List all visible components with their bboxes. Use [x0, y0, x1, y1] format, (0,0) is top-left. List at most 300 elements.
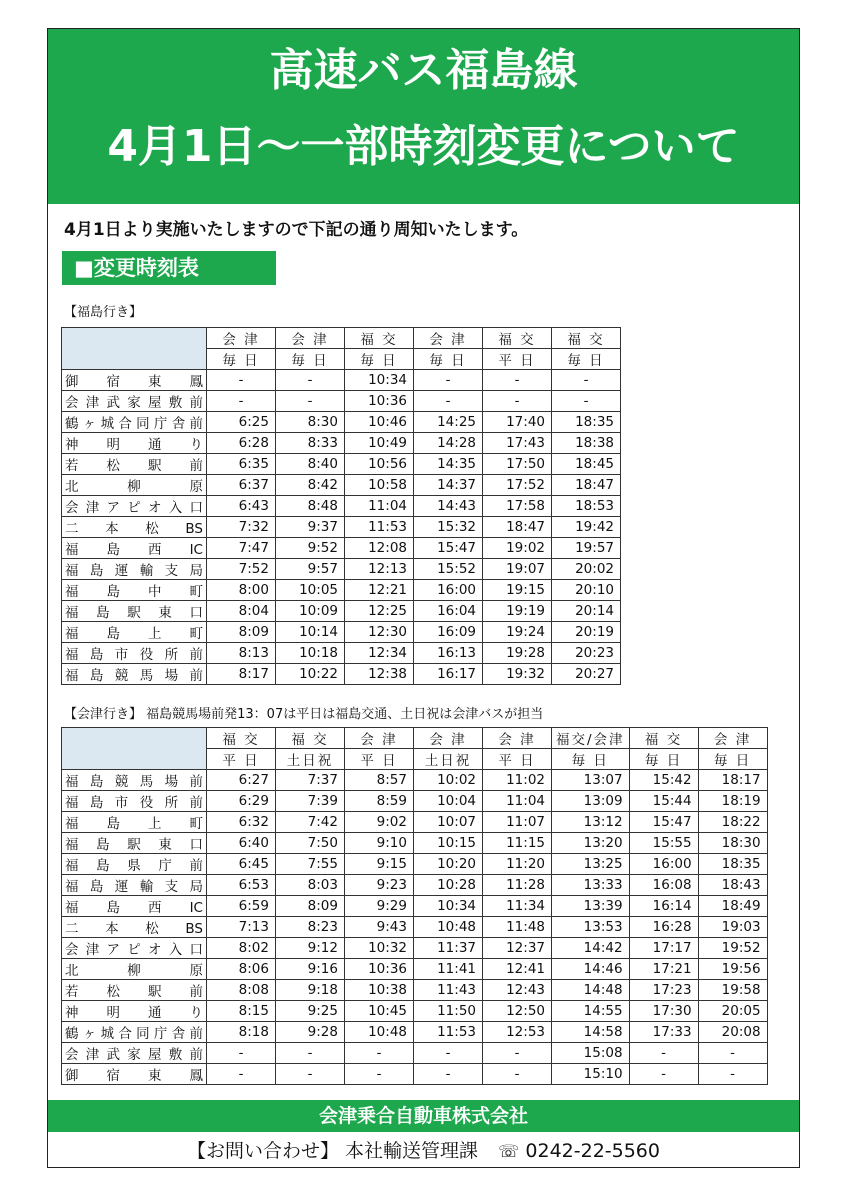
time-cell: 12:38 [345, 664, 414, 685]
stop-name: 福島西IC [62, 538, 207, 559]
time-cell: 12:30 [345, 622, 414, 643]
time-cell: - [552, 391, 621, 412]
stop-name: 御宿東鳳 [62, 370, 207, 391]
time-cell: 19:02 [483, 538, 552, 559]
time-cell: - [483, 391, 552, 412]
time-cell: 10:49 [345, 433, 414, 454]
table-row [62, 412, 621, 433]
time-cell: 13:39 [552, 896, 630, 917]
time-cell: 10:28 [414, 875, 483, 896]
time-cell: 19:42 [552, 517, 621, 538]
time-cell: 8:09 [207, 622, 276, 643]
table-row [62, 980, 768, 1001]
time-cell: 6:28 [207, 433, 276, 454]
time-cell: 20:10 [552, 580, 621, 601]
time-cell: 20:02 [552, 559, 621, 580]
table-row [62, 433, 621, 454]
time-cell: - [414, 391, 483, 412]
time-cell: 9:02 [345, 812, 414, 833]
time-cell: 6:32 [207, 812, 276, 833]
time-cell: 9:16 [276, 959, 345, 980]
time-cell: 8:42 [276, 475, 345, 496]
day-type-header: 平 日 [345, 749, 414, 770]
time-cell: 14:35 [414, 454, 483, 475]
stop-name: 二本松BS [62, 917, 207, 938]
operator-header: 会 津 [345, 728, 414, 749]
time-cell: 18:45 [552, 454, 621, 475]
time-cell: 15:55 [629, 833, 698, 854]
time-cell: 16:00 [414, 580, 483, 601]
time-cell: 20:08 [698, 1022, 767, 1043]
stop-name: 会津アピオ入口 [62, 496, 207, 517]
time-cell: - [483, 1064, 552, 1085]
table-row [62, 580, 621, 601]
time-cell: - [207, 370, 276, 391]
time-cell: 14:58 [552, 1022, 630, 1043]
table-row [62, 1043, 768, 1064]
table-row [62, 517, 621, 538]
time-cell: 6:59 [207, 896, 276, 917]
day-type-header: 毎 日 [698, 749, 767, 770]
stop-name: 二本松BS [62, 517, 207, 538]
time-cell: 11:07 [483, 812, 552, 833]
time-cell: 18:38 [552, 433, 621, 454]
time-cell: 19:57 [552, 538, 621, 559]
time-cell: 18:43 [698, 875, 767, 896]
time-cell: 6:27 [207, 770, 276, 791]
time-cell: 14:28 [414, 433, 483, 454]
time-cell: 17:40 [483, 412, 552, 433]
time-cell: 8:48 [276, 496, 345, 517]
time-cell: 9:37 [276, 517, 345, 538]
time-cell: 8:09 [276, 896, 345, 917]
time-cell: 18:35 [698, 854, 767, 875]
operator-header: 福 交 [207, 728, 276, 749]
time-cell: 9:12 [276, 938, 345, 959]
time-cell: - [276, 370, 345, 391]
stop-name: 北柳原 [62, 475, 207, 496]
time-cell: - [207, 391, 276, 412]
time-cell: 10:56 [345, 454, 414, 475]
time-cell: 10:04 [414, 791, 483, 812]
time-cell: 14:25 [414, 412, 483, 433]
operator-header: 会 津 [276, 328, 345, 349]
time-cell: 7:42 [276, 812, 345, 833]
table-row [62, 496, 621, 517]
time-cell: 19:52 [698, 938, 767, 959]
time-cell: 11:02 [483, 770, 552, 791]
time-cell: 6:40 [207, 833, 276, 854]
operator-header: 福交/会津 [552, 728, 630, 749]
header-row-operators [62, 728, 768, 749]
time-cell: 17:43 [483, 433, 552, 454]
time-cell: 11:50 [414, 1001, 483, 1022]
time-cell: 9:28 [276, 1022, 345, 1043]
stop-name: 神明通り [62, 1001, 207, 1022]
time-cell: - [207, 1043, 276, 1064]
stop-name: 鶴ヶ城合同庁舎前 [62, 412, 207, 433]
time-cell: 8:02 [207, 938, 276, 959]
stop-name: 会津武家屋敷前 [62, 1043, 207, 1064]
time-cell: 10:15 [414, 833, 483, 854]
time-cell: 6:25 [207, 412, 276, 433]
time-cell: 13:09 [552, 791, 630, 812]
time-cell: 11:20 [483, 854, 552, 875]
table-row [62, 917, 768, 938]
time-cell: 14:37 [414, 475, 483, 496]
time-cell: 17:21 [629, 959, 698, 980]
time-cell: 12:21 [345, 580, 414, 601]
time-cell: 10:34 [414, 896, 483, 917]
time-cell: 10:20 [414, 854, 483, 875]
time-cell: 9:29 [345, 896, 414, 917]
time-cell: 8:13 [207, 643, 276, 664]
time-cell: 7:50 [276, 833, 345, 854]
time-cell: 13:25 [552, 854, 630, 875]
time-cell: 7:39 [276, 791, 345, 812]
time-cell: - [629, 1064, 698, 1085]
time-cell: 17:23 [629, 980, 698, 1001]
day-type-header: 平 日 [207, 749, 276, 770]
table-row [62, 475, 621, 496]
time-cell: 8:30 [276, 412, 345, 433]
corner-cell [62, 328, 207, 370]
stop-name: 福島市役所前 [62, 643, 207, 664]
time-cell: 12:50 [483, 1001, 552, 1022]
time-cell: 16:28 [629, 917, 698, 938]
time-cell: 19:58 [698, 980, 767, 1001]
time-cell: 19:24 [483, 622, 552, 643]
time-cell: 13:12 [552, 812, 630, 833]
time-cell: 18:22 [698, 812, 767, 833]
title-line-1: 高速バス福島線 [269, 45, 578, 96]
time-cell: 8:57 [345, 770, 414, 791]
time-cell: 11:53 [345, 517, 414, 538]
time-cell: 12:41 [483, 959, 552, 980]
company-name: 会津乗合自動車株式会社 [48, 1100, 799, 1132]
time-cell: - [698, 1064, 767, 1085]
time-cell: 10:05 [276, 580, 345, 601]
aizu-bound-timetable [61, 727, 768, 1085]
stop-name: 福島西IC [62, 896, 207, 917]
time-cell: 9:43 [345, 917, 414, 938]
time-cell: 9:57 [276, 559, 345, 580]
time-cell: 8:18 [207, 1022, 276, 1043]
time-cell: 15:10 [552, 1064, 630, 1085]
time-cell: - [414, 370, 483, 391]
time-cell: 19:03 [698, 917, 767, 938]
time-cell: 10:48 [414, 917, 483, 938]
time-cell: 6:53 [207, 875, 276, 896]
table1-caption: 【福島行き】 [64, 305, 143, 320]
stop-name: 若松駅前 [62, 980, 207, 1001]
time-cell: 10:14 [276, 622, 345, 643]
time-cell: 11:28 [483, 875, 552, 896]
time-cell: 13:33 [552, 875, 630, 896]
time-cell: 13:20 [552, 833, 630, 854]
stop-name: 北柳原 [62, 959, 207, 980]
operator-header: 福 交 [629, 728, 698, 749]
day-type-header: 毎 日 [414, 349, 483, 370]
time-cell: 11:37 [414, 938, 483, 959]
table-row [62, 812, 768, 833]
time-cell: - [414, 1043, 483, 1064]
time-cell: 14:46 [552, 959, 630, 980]
time-cell: 11:48 [483, 917, 552, 938]
time-cell: 10:07 [414, 812, 483, 833]
time-cell: 10:36 [345, 391, 414, 412]
time-cell: 8:06 [207, 959, 276, 980]
time-cell: 12:34 [345, 643, 414, 664]
table-row [62, 791, 768, 812]
time-cell: - [276, 391, 345, 412]
table-row [62, 896, 768, 917]
table-row [62, 664, 621, 685]
time-cell: 20:14 [552, 601, 621, 622]
time-cell: 18:19 [698, 791, 767, 812]
day-type-header: 土日祝 [276, 749, 345, 770]
time-cell: 11:15 [483, 833, 552, 854]
time-cell: 9:52 [276, 538, 345, 559]
time-cell: 8:40 [276, 454, 345, 475]
time-cell: - [552, 370, 621, 391]
day-type-header: 毎 日 [207, 349, 276, 370]
table-row [62, 1001, 768, 1022]
day-type-header: 毎 日 [552, 749, 630, 770]
contact-line [48, 1135, 799, 1168]
time-cell: 16:08 [629, 875, 698, 896]
time-cell: 10:18 [276, 643, 345, 664]
time-cell: 16:00 [629, 854, 698, 875]
time-cell: 15:47 [414, 538, 483, 559]
phone-icon: ☏ [498, 1142, 520, 1162]
time-cell: 6:43 [207, 496, 276, 517]
operator-header: 福 交 [345, 328, 414, 349]
time-cell: 12:53 [483, 1022, 552, 1043]
intro-text: 4月1日より実施いたしますので下記の通り周知いたします。 [64, 220, 529, 240]
stop-name: 鶴ヶ城合同庁舎前 [62, 1022, 207, 1043]
time-cell: 15:08 [552, 1043, 630, 1064]
stop-name: 福島運輸支局 [62, 559, 207, 580]
table-row [62, 770, 768, 791]
time-cell: 13:07 [552, 770, 630, 791]
corner-cell [62, 728, 207, 770]
stop-name: 福島駅東口 [62, 833, 207, 854]
section-title: ■変更時刻表 [62, 251, 276, 285]
time-cell: 14:42 [552, 938, 630, 959]
time-cell: 6:29 [207, 791, 276, 812]
phone-number: 0242-22-5560 [525, 1140, 660, 1162]
time-cell: 12:08 [345, 538, 414, 559]
table-row [62, 833, 768, 854]
table-row [62, 854, 768, 875]
stop-name: 会津武家屋敷前 [62, 391, 207, 412]
time-cell: 8:08 [207, 980, 276, 1001]
contact-label: 【お問い合わせ】 本社輸送管理課 [186, 1140, 479, 1162]
operator-header: 会 津 [414, 328, 483, 349]
time-cell: 20:27 [552, 664, 621, 685]
stop-name: 福島上町 [62, 622, 207, 643]
operator-header: 会 津 [483, 728, 552, 749]
time-cell: 10:09 [276, 601, 345, 622]
time-cell: 10:48 [345, 1022, 414, 1043]
time-cell: 18:17 [698, 770, 767, 791]
title-line-2: 4月1日〜一部時刻変更について [107, 121, 740, 172]
time-cell: 10:02 [414, 770, 483, 791]
time-cell: 15:52 [414, 559, 483, 580]
time-cell: 15:42 [629, 770, 698, 791]
time-cell: 7:52 [207, 559, 276, 580]
stop-name: 福島市役所前 [62, 791, 207, 812]
time-cell: 8:23 [276, 917, 345, 938]
time-cell: - [345, 1043, 414, 1064]
time-cell: 10:46 [345, 412, 414, 433]
stop-name: 福島競馬場前 [62, 664, 207, 685]
stop-name: 福島上町 [62, 812, 207, 833]
time-cell: 7:37 [276, 770, 345, 791]
time-cell: 10:58 [345, 475, 414, 496]
time-cell: 14:43 [414, 496, 483, 517]
time-cell: 10:36 [345, 959, 414, 980]
table-row [62, 559, 621, 580]
table-row [62, 643, 621, 664]
time-cell: 16:13 [414, 643, 483, 664]
time-cell: 18:47 [552, 475, 621, 496]
time-cell: 19:07 [483, 559, 552, 580]
day-type-header: 土日祝 [414, 749, 483, 770]
time-cell: - [483, 370, 552, 391]
stop-name: 福島県庁前 [62, 854, 207, 875]
table-row [62, 1064, 768, 1085]
time-cell: 20:19 [552, 622, 621, 643]
time-cell: 8:00 [207, 580, 276, 601]
time-cell: - [276, 1043, 345, 1064]
time-cell: - [483, 1043, 552, 1064]
time-cell: 18:49 [698, 896, 767, 917]
day-type-header: 毎 日 [552, 349, 621, 370]
table-row [62, 601, 621, 622]
time-cell: 12:25 [345, 601, 414, 622]
stop-name: 御宿東鳳 [62, 1064, 207, 1085]
time-cell: 19:19 [483, 601, 552, 622]
time-cell: 8:15 [207, 1001, 276, 1022]
time-cell: 11:43 [414, 980, 483, 1001]
time-cell: 7:32 [207, 517, 276, 538]
table-row [62, 370, 621, 391]
time-cell: 19:28 [483, 643, 552, 664]
operator-header: 会 津 [207, 328, 276, 349]
table-row [62, 959, 768, 980]
time-cell: 17:58 [483, 496, 552, 517]
time-cell: 9:10 [345, 833, 414, 854]
time-cell: 10:34 [345, 370, 414, 391]
time-cell: 15:32 [414, 517, 483, 538]
table2-caption: 【会津行き】 福島競馬場前発13：07は平日は福島交通、土日祝は会津バスが担当 [64, 707, 544, 722]
table-row [62, 622, 621, 643]
time-cell: 8:59 [345, 791, 414, 812]
title-banner [48, 29, 799, 204]
table-row [62, 391, 621, 412]
time-cell: 8:17 [207, 664, 276, 685]
time-cell: 9:18 [276, 980, 345, 1001]
time-cell: - [629, 1043, 698, 1064]
stop-name: 会津アピオ入口 [62, 938, 207, 959]
stop-name: 若松駅前 [62, 454, 207, 475]
time-cell: 10:38 [345, 980, 414, 1001]
time-cell: 8:03 [276, 875, 345, 896]
time-cell: 14:55 [552, 1001, 630, 1022]
fukushima-bound-timetable [61, 327, 621, 685]
time-cell: - [276, 1064, 345, 1085]
time-cell: 7:55 [276, 854, 345, 875]
time-cell: 18:35 [552, 412, 621, 433]
time-cell: 17:30 [629, 1001, 698, 1022]
time-cell: 16:09 [414, 622, 483, 643]
day-type-header: 平 日 [483, 349, 552, 370]
time-cell: 16:17 [414, 664, 483, 685]
day-type-header: 毎 日 [345, 349, 414, 370]
time-cell: 18:53 [552, 496, 621, 517]
time-cell: 11:53 [414, 1022, 483, 1043]
time-cell: 6:35 [207, 454, 276, 475]
time-cell: 9:23 [345, 875, 414, 896]
table-row [62, 538, 621, 559]
time-cell: 8:33 [276, 433, 345, 454]
time-cell: 20:05 [698, 1001, 767, 1022]
stop-name: 福島競馬場前 [62, 770, 207, 791]
time-cell: 17:52 [483, 475, 552, 496]
table-row [62, 454, 621, 475]
stop-name: 福島駅東口 [62, 601, 207, 622]
time-cell: 12:37 [483, 938, 552, 959]
table-row [62, 938, 768, 959]
time-cell: 17:33 [629, 1022, 698, 1043]
stop-name: 福島中町 [62, 580, 207, 601]
time-cell: 9:25 [276, 1001, 345, 1022]
time-cell: 8:04 [207, 601, 276, 622]
time-cell: 19:15 [483, 580, 552, 601]
time-cell: 15:44 [629, 791, 698, 812]
stop-name: 神明通り [62, 433, 207, 454]
time-cell: 12:43 [483, 980, 552, 1001]
time-cell: - [345, 1064, 414, 1085]
time-cell: 19:32 [483, 664, 552, 685]
time-cell: - [207, 1064, 276, 1085]
time-cell: 10:22 [276, 664, 345, 685]
time-cell: 11:34 [483, 896, 552, 917]
operator-header: 福 交 [552, 328, 621, 349]
operator-header: 福 交 [276, 728, 345, 749]
time-cell: 7:47 [207, 538, 276, 559]
stop-name: 福島運輸支局 [62, 875, 207, 896]
day-type-header: 毎 日 [629, 749, 698, 770]
time-cell: 6:37 [207, 475, 276, 496]
time-cell: 20:23 [552, 643, 621, 664]
time-cell: 7:13 [207, 917, 276, 938]
time-cell: 19:56 [698, 959, 767, 980]
time-cell: 17:17 [629, 938, 698, 959]
header-row-operators [62, 328, 621, 349]
day-type-header: 平 日 [483, 749, 552, 770]
time-cell: 17:50 [483, 454, 552, 475]
time-cell: - [414, 1064, 483, 1085]
day-type-header: 毎 日 [276, 349, 345, 370]
time-cell: 11:04 [345, 496, 414, 517]
table-row [62, 1022, 768, 1043]
time-cell: 18:30 [698, 833, 767, 854]
table-row [62, 875, 768, 896]
time-cell: 16:04 [414, 601, 483, 622]
